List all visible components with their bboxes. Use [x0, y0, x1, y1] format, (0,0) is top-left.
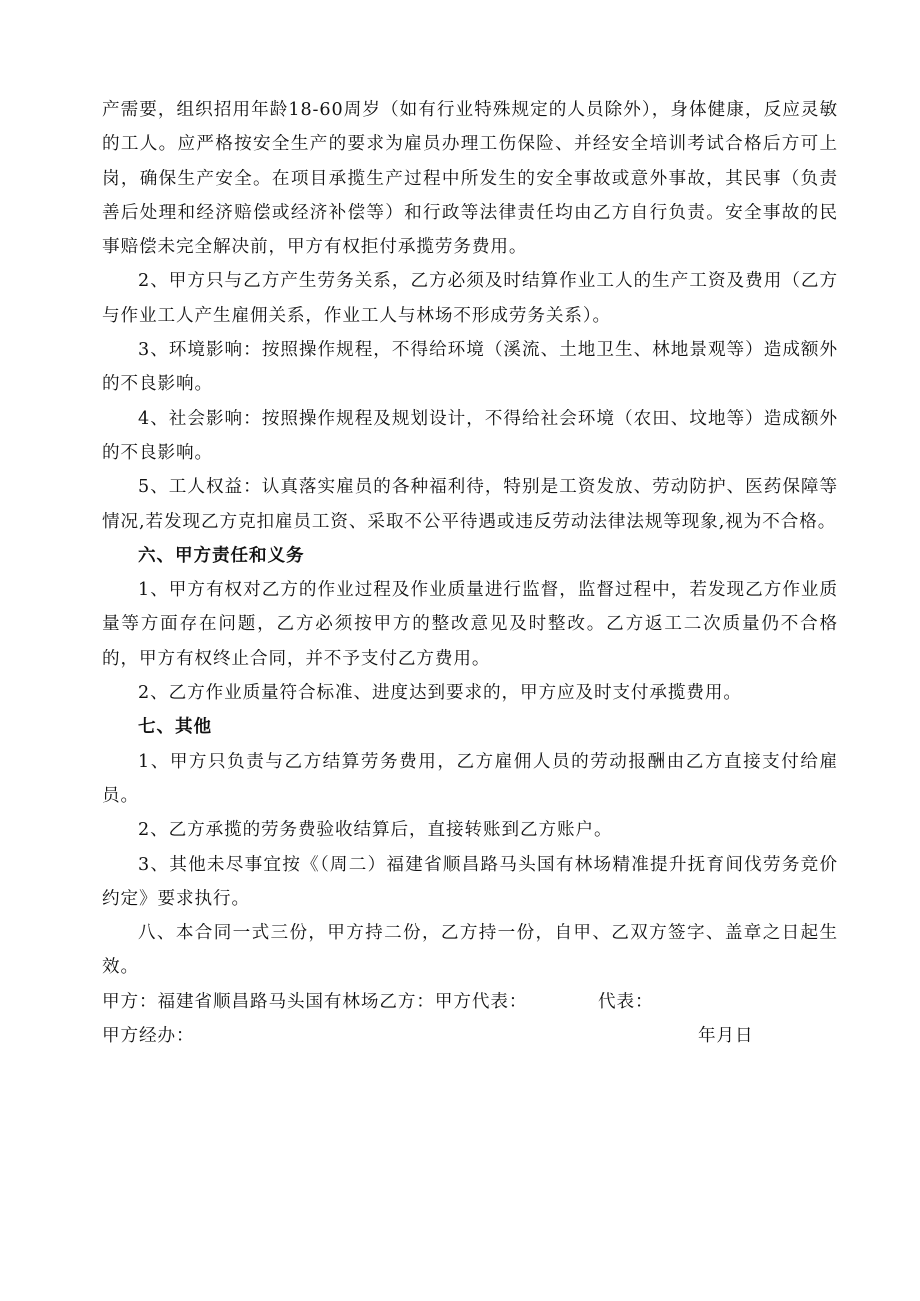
- party-a-line: 甲方：福建省顺昌路马头国有林场乙方：甲方代表：: [102, 991, 528, 1012]
- contract-page: [102, 93, 838, 1053]
- paragraph-worker-rights: 5、工人权益：认真落实雇员的各种福利待，特别是工资发放、劳动防护、医药保障等情况,若发现乙方克扣雇员工资、采取不公平待遇或违反劳动法律法规等现象,视为不合格。: [102, 477, 838, 532]
- section-7-heading: 七、其他: [138, 716, 212, 738]
- paragraph-labor-relation: 2、甲方只与乙方产生劳务关系，乙方必须及时结算作业工人的生产工资及费用（乙方与作业工人产生雇佣关系，作业工人与林场不形成劳务关系）。: [102, 271, 838, 326]
- section-6-heading: 六、甲方责任和义务: [138, 544, 305, 566]
- date-label: 年月日: [698, 1026, 754, 1047]
- section-7-item-2: 2、乙方承揽的劳务费验收结算后，直接转账到乙方账户。: [138, 820, 613, 841]
- handler-label: 甲方经办：: [102, 1026, 195, 1047]
- paragraph-social: 4、社会影响：按照操作规程及规划设计，不得给社会环境（农田、坟地等）造成额外的不良影响。: [102, 408, 838, 463]
- signature-row-party: [102, 985, 838, 1019]
- section-6-item-1: 1、甲方有权对乙方的作业过程及作业质量进行监督，监督过程中，若发现乙方作业质量等方面存在问题，乙方必须按甲方的整改意见及时整改。乙方返工二次质量仍不合格的，甲方有权终止合同，并不予支付乙方费用。: [102, 580, 838, 669]
- paragraph-safety: 产需要，组织招用年龄18-60周岁（如有行业特殊规定的人员除外），身体健康，反应灵敏的工人。应严格按安全生产的要求为雇员办理工伤保险、并经安全培训考试合格后方可上岗，确保生产安全。在项目承揽生产过程中所发生的安全事故或意外事故，其民事（负责善后处理和经济赔偿或经济补偿等）和行政等法律责任均由乙方自行负责。安全事故的民事赔偿未完全解决前，甲方有权拒付承揽劳务费用。: [102, 100, 838, 258]
- paragraph-environment: 3、环境影响：按照操作规程，不得给环境（溪流、土地卫生、林地景观等）造成额外的不良影响。: [102, 340, 838, 395]
- signature-row-handler: [102, 1019, 838, 1053]
- representative-label: 代表：: [598, 991, 654, 1012]
- section-6-item-2: 2、乙方作业质量符合标准、进度达到要求的，甲方应及时支付承揽费用。: [138, 683, 742, 704]
- section-8-text: 八、本合同一式三份，甲方持二份，乙方持一份，自甲、乙双方签字、盖章之日起生效。: [102, 923, 838, 978]
- section-7-item-1: 1、甲方只负责与乙方结算劳务费用，乙方雇佣人员的劳动报酬由乙方直接支付给雇员。: [102, 751, 838, 806]
- section-7-item-3: 3、其他未尽事宜按《（周二）福建省顺昌路马头国有林场精准提升抚育间伐劳务竞价约定》要求执行。: [102, 854, 838, 909]
